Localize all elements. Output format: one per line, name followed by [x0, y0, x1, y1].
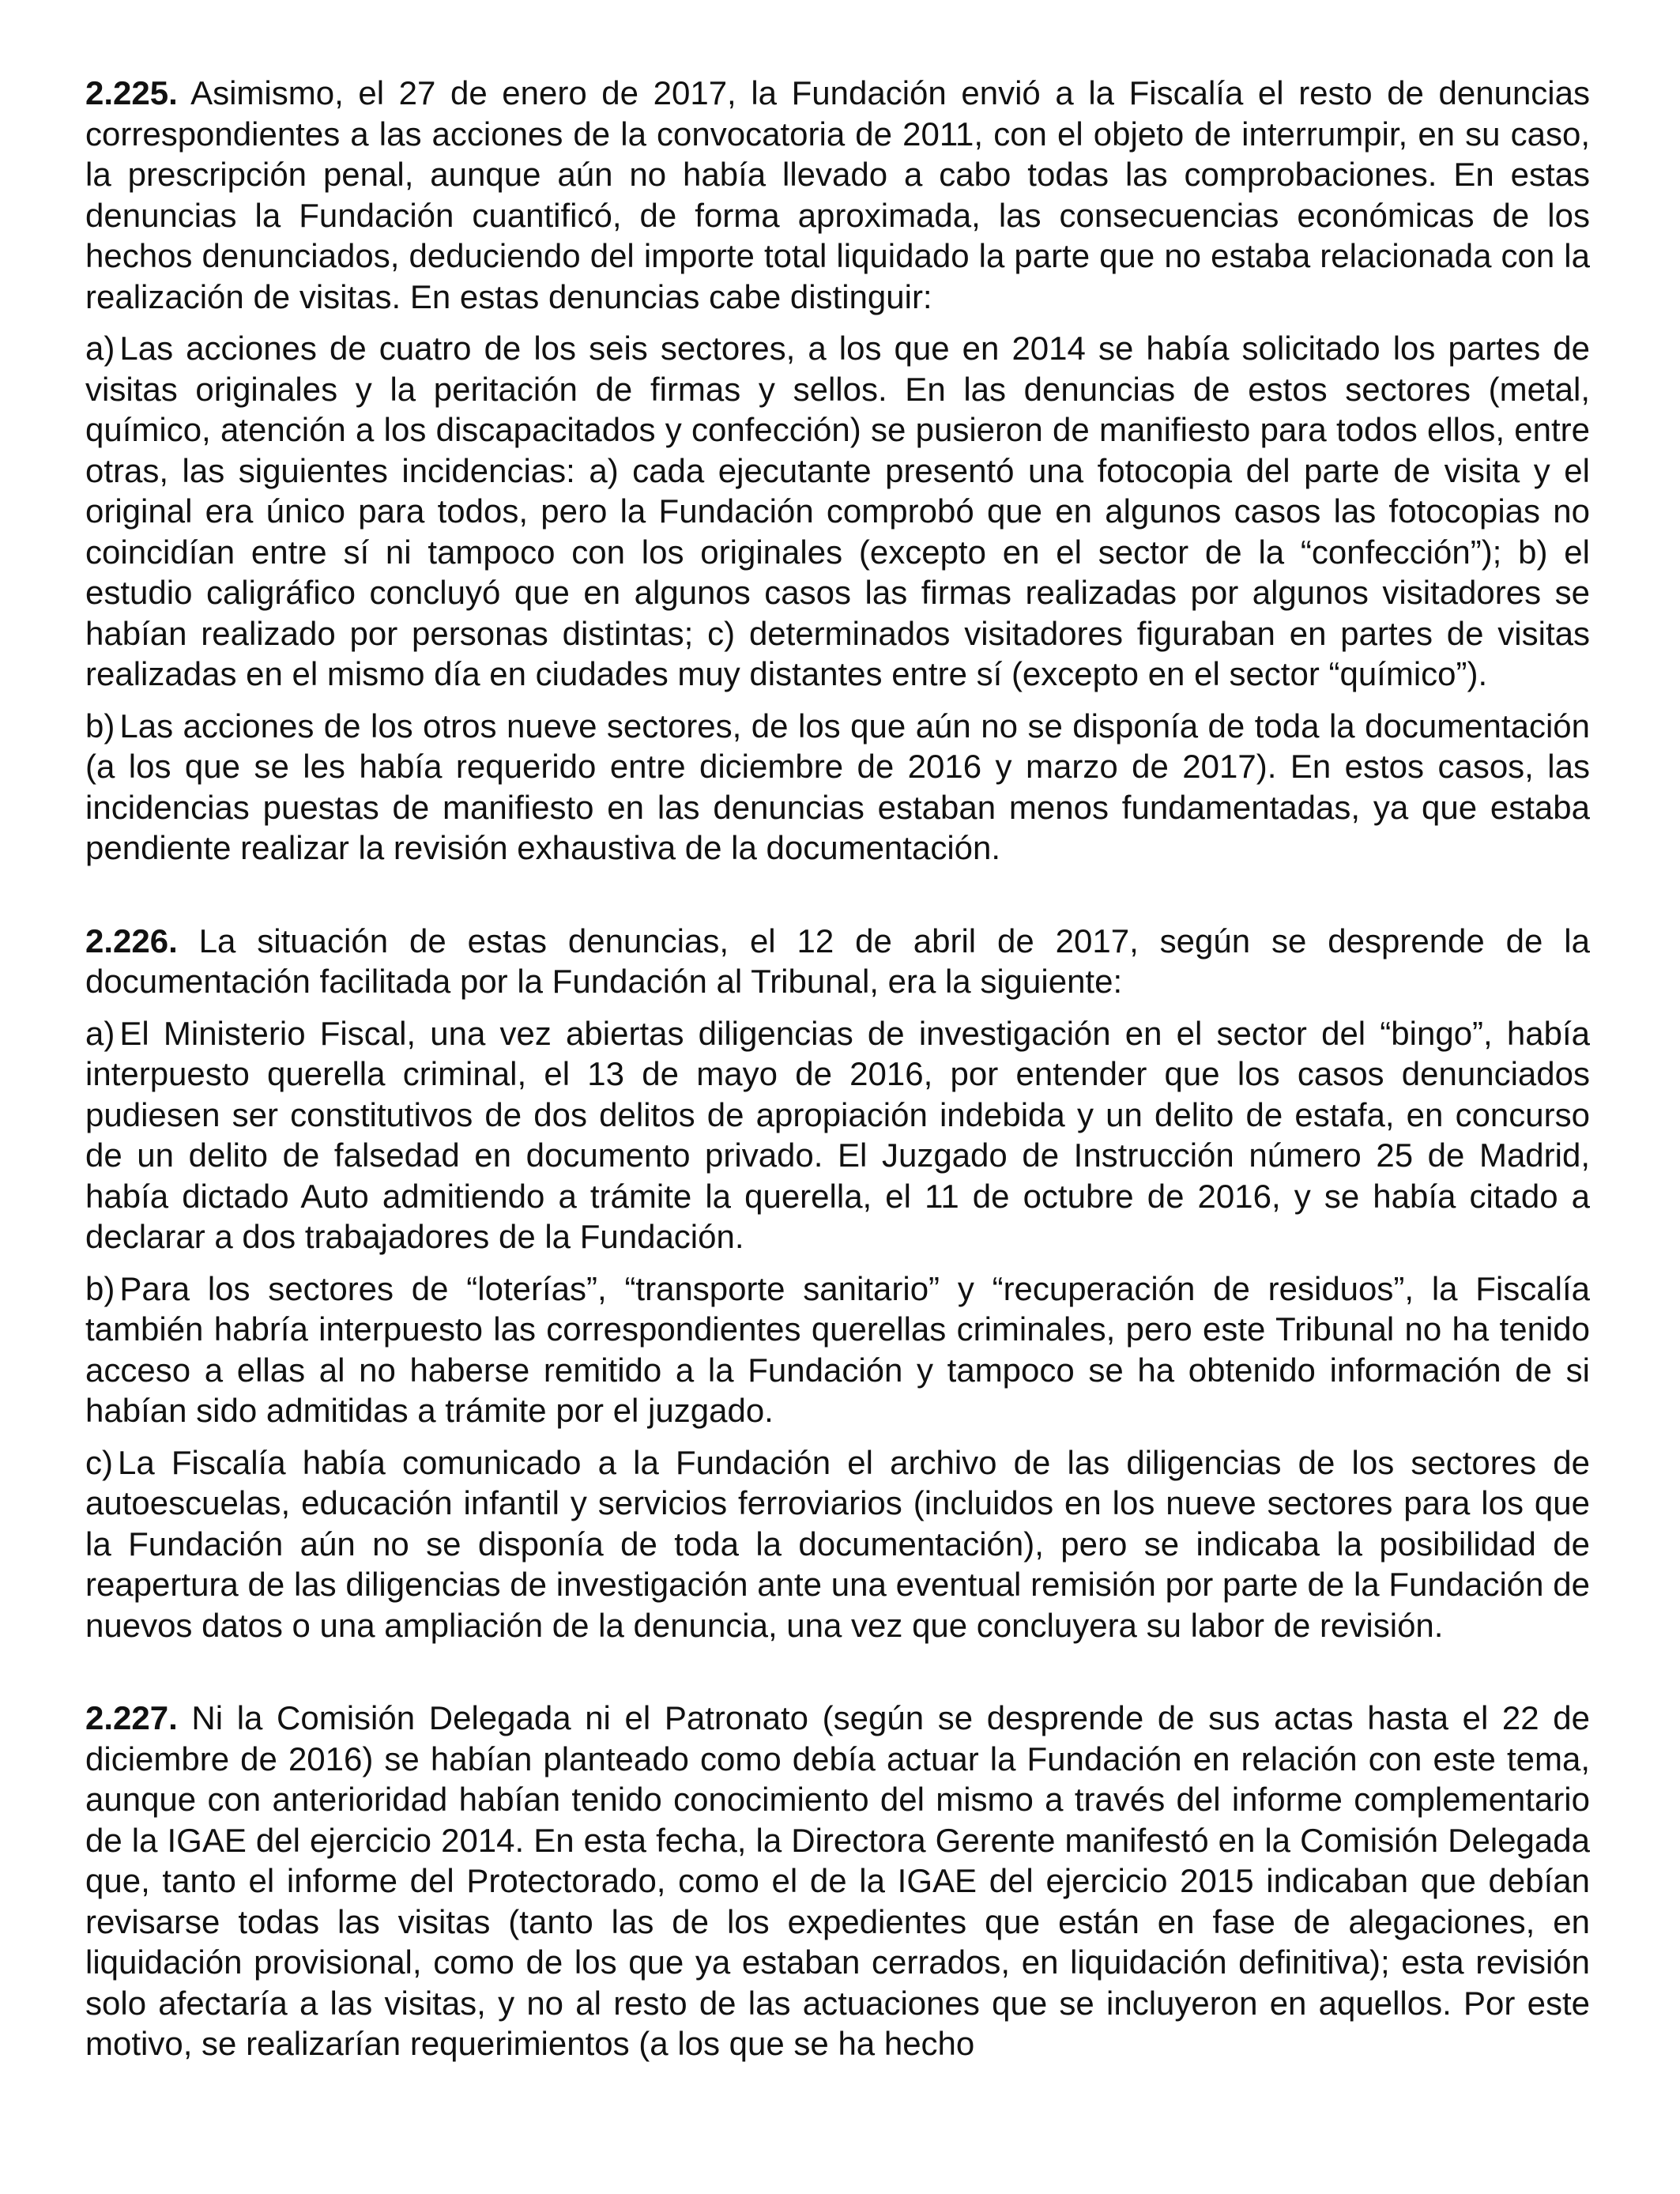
paragraph-2-226 [85, 921, 1590, 1002]
paragraph-text: Ni la Comisión Delegada ni el Patronato (según se desprende de sus actas hasta el 22 de diciembre de 2016) se habían planteado como debía actuar la Fundación en relación con este tema, aunque con anterioridad habían tenido conocimiento del mismo a través del informe complementario de la IGAE del ejercicio 2014. En esta fecha, la Directora Gerente manifestó en la Comisión Delegada que, tanto el informe del Protectorado, como el de la IGAE del ejercicio 2015 indicaban que debían revisarse todas las visitas (tanto las de los expedientes que están en fase de alegaciones, en liquidación provisional, como de los que ya estaban cerrados, en liquidación definitiva); esta revisión solo afectaría a las visitas, y no al resto de las actuaciones que se incluyeron en aquellos. Por este motivo, se realizarían requerimientos (a los que se ha hecho [85, 1699, 1590, 2062]
paragraph-2-227 [85, 1698, 1590, 2064]
list-item-a [85, 328, 1590, 695]
item-text: El Ministerio Fiscal, una vez abiertas diligencias de investigación en el sector del “bingo”, había interpuesto querella criminal, el 13 de mayo de 2016, por entender que los casos denunciados pudiesen ser constitutivos de dos delitos de apropiación indebida y un delito de estafa, en concurso de un delito de falsedad en documento privado. El Juzgado de Instrucción número 25 de Madrid, había dictado Auto admitiendo a trámite la querella, el 11 de octubre de 2016, y se había citado a declarar a dos trabajadores de la Fundación. [85, 1014, 1590, 1255]
section-number: 2.226. [85, 922, 178, 959]
item-text: La Fiscalía había comunicado a la Fundación el archivo de las diligencias de los sectores de autoescuelas, educación infantil y servicios ferroviarios (incluidos en los nueve sectores para los que la Fundación aún no se disponía de toda la documentación), pero se indicaba la posibilidad de reapertura de las diligencias de investigación ante una eventual remisión por parte de la Fundación de nuevos datos o una ampliación de la denuncia, una vez que concluyera su labor de revisión. [85, 1443, 1590, 1644]
document-page [85, 73, 1590, 2064]
item-label: c) [85, 1443, 113, 1481]
section-number: 2.227. [85, 1699, 178, 1736]
paragraph-2-225 [85, 73, 1590, 317]
paragraph-text: La situación de estas denuncias, el 12 de abril de 2017, según se desprende de la documentación facilitada por la Fundación al Tribunal, era la siguiente: [85, 922, 1590, 1000]
item-text: Para los sectores de “loterías”, “transporte sanitario” y “recuperación de residuos”, la Fiscalía también habría interpuesto las correspondientes querellas criminales, pero este Tribunal no ha tenido acceso a ellas al no haberse remitido a la Fundación y tampoco se ha obtenido información de si habían sido admitidas a trámite por el juzgado. [85, 1269, 1590, 1429]
paragraph-text: Asimismo, el 27 de enero de 2017, la Fundación envió a la Fiscalía el resto de denuncias correspondientes a las acciones de la convocatoria de 2011, con el objeto de interrumpir, en su caso, la prescripción penal, aunque aún no había llevado a cabo todas las comprobaciones. En estas denuncias la Fundación cuantificó, de forma aproximada, las consecuencias económicas de los hechos denunciados, deduciendo del importe total liquidado la parte que no estaba relacionada con la realización de visitas. En estas denuncias cabe distinguir: [85, 74, 1590, 315]
item-text: Las acciones de cuatro de los seis sectores, a los que en 2014 se había solicitado los partes de visitas originales y la peritación de firmas y sellos. En las denuncias de estos sectores (metal, químico, atención a los discapacitados y confección) se pusieron de manifiesto para todos ellos, entre otras, las siguientes incidencias: a) cada ejecutante presentó una fotocopia del parte de visita y el original era único para todos, pero la Fundación comprobó que en algunos casos las fotocopias no coincidían entre sí ni tampoco con los originales (excepto en el sector de la “confección”); b) el estudio caligráfico concluyó que en algunos casos las firmas realizadas por algunos visitadores se habían realizado por personas distintas; c) determinados visitadores figuraban en partes de visitas realizadas en el mismo día en ciudades muy distantes entre sí (excepto en el sector “químico”). [85, 330, 1590, 692]
list-item-b [85, 706, 1590, 869]
list-item-a [85, 1013, 1590, 1257]
item-label: b) [85, 707, 115, 745]
list-item-c [85, 1442, 1590, 1646]
item-text: Las acciones de los otros nueve sectores, de los que aún no se disponía de toda la documentación (a los que se les había requerido entre diciembre de 2016 y marzo de 2017). En estos casos, las incidencias puestas de manifiesto en las denuncias estaban menos fundamentadas, ya que estaba pendiente realizar la revisión exhaustiva de la documentación. [85, 707, 1590, 866]
section-number: 2.225. [85, 74, 178, 111]
item-label: a) [85, 330, 115, 367]
item-label: b) [85, 1269, 115, 1307]
list-item-b [85, 1269, 1590, 1431]
item-label: a) [85, 1014, 115, 1052]
